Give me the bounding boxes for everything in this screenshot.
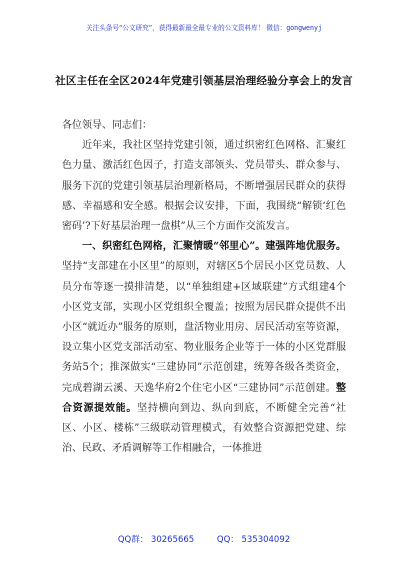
wechat-handle: gongwenyj <box>286 24 322 32</box>
document-body <box>62 116 346 459</box>
paragraph-section-1 <box>62 237 346 459</box>
header-banner-text: 关注头条号“公文研究”，获得最新最全最专业的公文资料库！ 微信： <box>86 24 287 32</box>
greeting: 各位领导、同志们： <box>62 120 152 131</box>
section-1-text: 坚持“支部建在小区里”的原则，对辖区5个居民小区党员数、人员分布等逐一摸排清楚，以“单独组建+区域联建”方式组建4个小区党支部，实现小区党组织全覆盖；按照为居民群众提供不出小区“就近办”服务的原则，盘活物业用房、居民活动室等资源，设立集小区党支部活动室、物业服务企业等于一体的小区党群服务站5个；推深做实“三建协同”示范创建，统筹各级各类资金，完成碧湖云溪、天逸华府2个住宅小区“三建协同”示范创建。 <box>62 261 346 394</box>
footer-qq: QQ： 535304092 <box>216 535 291 545</box>
paragraph-intro: 近年来，我社区坚持党建引领，通过织密红色网格、汇聚红色力量、激活红色因子，打造支部领头、党员带头、群众参与、服务下沉的党建引领基层治理新格局，不断增强居民群众的获得感、幸福感和安全感。根据会议安排，下面，我围绕“解锁‘红色密码’?下好基层治理一盘棋”从三个方面作交流发言。 <box>62 140 346 233</box>
header-banner <box>0 24 408 33</box>
document-title: 社区主任在全区2024年党建引领基层治理经验分享会上的发言 <box>55 75 353 87</box>
section-1-subheading: 整合资源提效能。 <box>62 382 346 414</box>
section-1-text-2: 坚持横向到边、纵向到底，不断健全完善“社区、小区、楼栋”三级联动管理模式，有效整合资源把党建、综治、民政、矛盾调解等工作相融合，一体推进 <box>62 402 346 455</box>
footer <box>0 534 408 546</box>
section-1-heading: 一、织密红色网格，汇聚情暖“邻里心”。建强阵地优服务。 <box>82 241 346 253</box>
footer-qq-group: QQ群： 30265665 <box>117 535 195 545</box>
